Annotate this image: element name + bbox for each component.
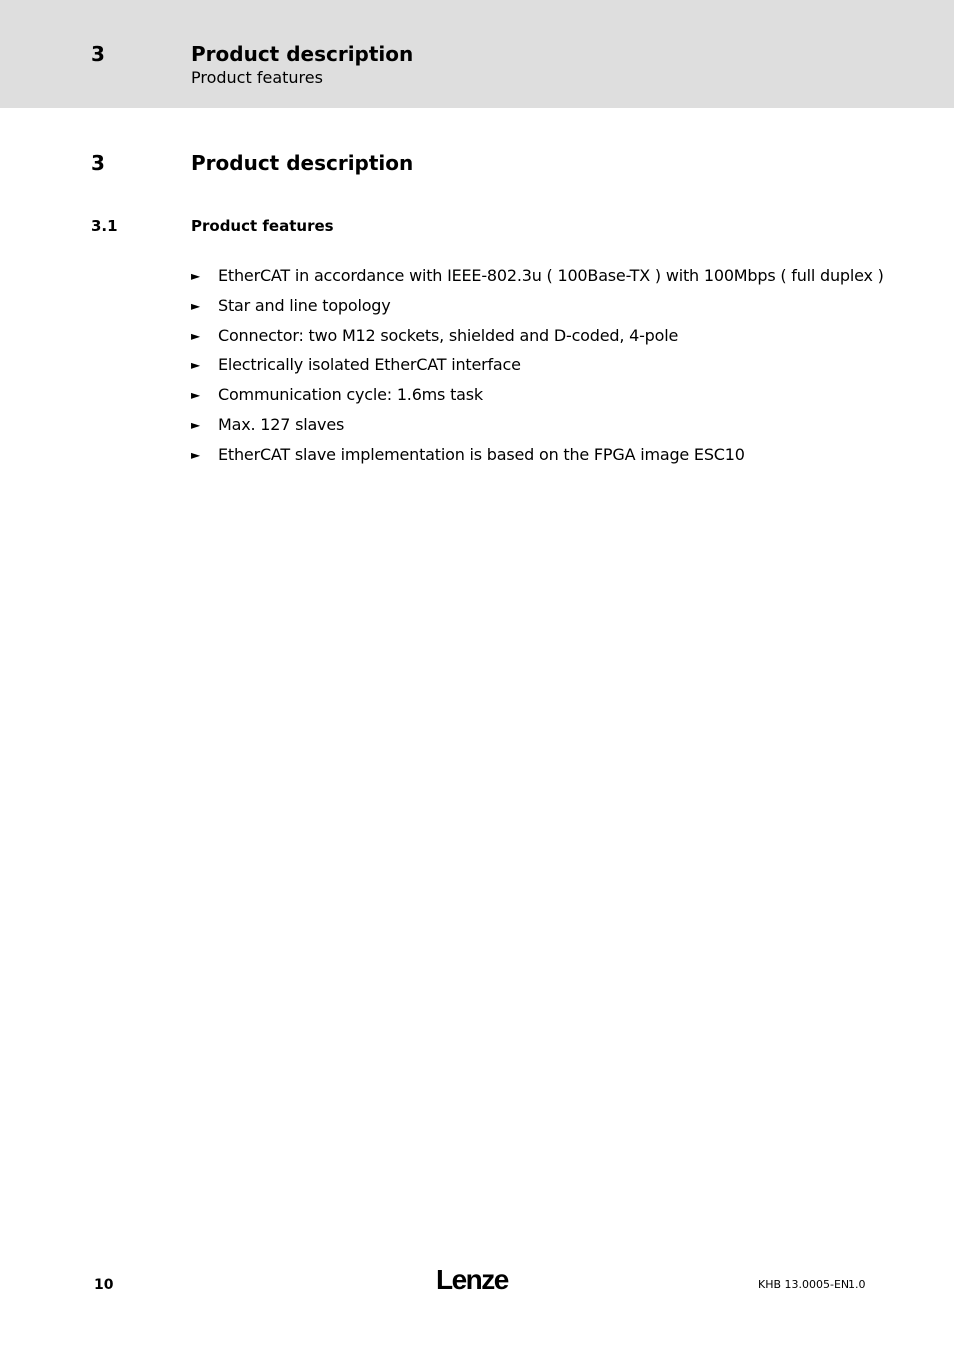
list-item [191,412,881,442]
feature-text: Electrically isolated EtherCAT interface [218,355,521,375]
bullet-triangle-icon: ► [191,417,201,432]
list-item [191,263,884,293]
feature-text: Star and line topology [218,295,391,315]
bullet-triangle-icon: ► [191,388,201,403]
subsection-number: 3.1 [91,217,118,235]
bullet-triangle-icon: ► [191,298,201,313]
list-item [191,382,881,412]
list-item [191,442,881,472]
header-section-title: Product features [191,68,323,87]
header-chapter-number: 3 [91,42,105,66]
lenze-logo: Lenze [436,1264,508,1295]
document-id: KHB 13.0005-EN [758,1278,850,1291]
section-number: 3 [91,151,105,175]
bullet-triangle-icon: ► [191,447,201,462]
running-header [0,0,954,108]
feature-list [191,263,884,472]
page-number: 10 [94,1277,114,1293]
bullet-triangle-icon: ► [191,328,201,343]
subsection-title: Product features [191,217,334,235]
list-item [191,293,881,323]
feature-text: EtherCAT slave implementation is based on the FPGA image ESC10 [218,444,745,464]
bullet-triangle-icon: ► [191,358,201,373]
list-item [191,352,881,382]
bullet-triangle-icon: ► [191,269,201,283]
document-version: 1.0 [848,1278,866,1291]
feature-text: Connector: two M12 sockets, shielded and D-coded, 4-pole [218,325,679,345]
feature-text: Max. 127 slaves [218,414,345,434]
section-title: Product description [191,151,414,175]
feature-text: Communication cycle: 1.6ms task [218,385,483,405]
feature-text: EtherCAT in accordance with IEEE-802.3u ( 100Base-TX ) with 100Mbps ( full duplex ) [218,266,884,285]
header-chapter-title: Product description [191,42,414,66]
list-item [191,323,881,353]
